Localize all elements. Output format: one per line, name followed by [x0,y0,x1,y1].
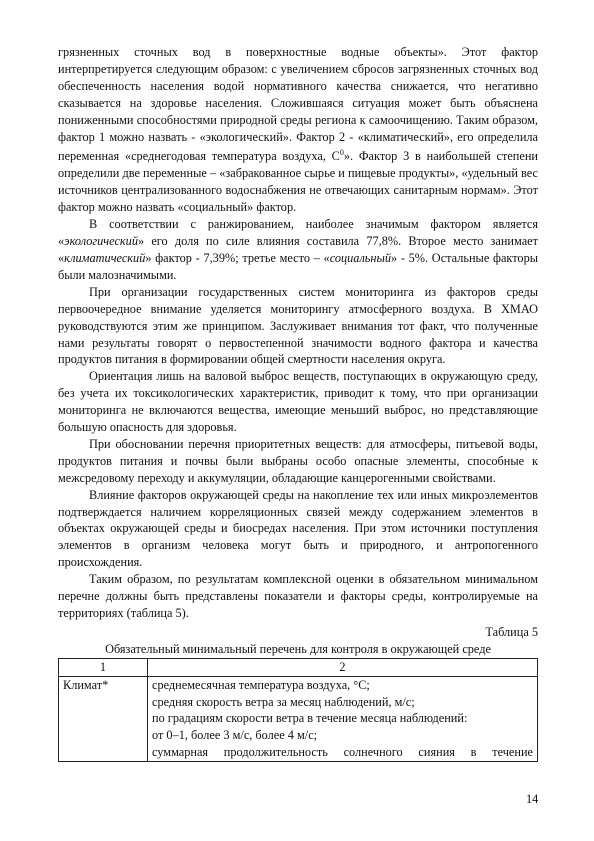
indicator-line: суммарная продолжительность солнечного сияния в течение [152,745,533,760]
indicator-line: от 0–1, более 3 м/с, более 4 м/с; [152,728,318,743]
superscript: 0 [339,148,344,158]
table-row [59,676,538,762]
paragraph [58,571,538,622]
text-run: При организации государственных систем мониторинга из факторов среды первоочередное внимание уделяется мониторингу атмосферного воздуха. В ХМАО руководствуются этим же принципом. Заслуживает внимания тот факт, что полученные нами результаты говорят о первостепенной значимости водного фактора и качества продуктов питания в формировании общей смертности населения округа. [58,284,538,367]
emphasis-text: климатический [64,250,146,265]
text-run: В соответствии с ранжированием, наиболее значимым фактором является « [58,217,538,249]
emphasis-text: социальный [329,250,391,265]
page-number: 14 [526,792,539,806]
text-run: грязненных сточных вод в поверхностные водные объекты». Этот фактор интерпретируется следующим образом: с увеличением сбросов загрязненных сточных вод обеспеченность населения водой нормативного качества снижается, что негативно сказывается на здоровье населения. Сложившаяся ситуация может быть объяснена пониженными способностями природной среды региона к самоочищению. Таким образом, фактор 1 можно назвать - «экологический». Фактор 2 - «климатический», его определила переменная «среднегодовая температура воздуха, С [58,45,538,164]
text-run: При обосновании перечня приоритетных веществ: для атмосферы, питьевой воды, продуктов питания и почвы были выбраны особо опасные элементы, способные к межсредовому переходу и аккумуляции, обладающие канцерогенными свойствами. [58,436,538,485]
paragraph [58,284,538,369]
text-run: Ориентация лишь на валовой выброс веществ, поступающих в окружающую среду, без учета их токсикологических характеристик, приводит к тому, что при организации мониторинга не включаются вещества, имеющие меньший выброс, но представляющие большую опасность для здоровья. [58,369,538,435]
table-header-col1: 1 [59,658,148,676]
emphasis-text: экологический [64,234,138,249]
text-run: ». Фактор 3 в наибольшей степени определили две переменные – «забракованное сырье и пищевые продукты», «удельный вес источников централизованного водоснабжения не отвечающих санитарным нормам». Этот фактор можно назвать «социальный» фактор. [58,149,538,215]
text-run: » его доля по силе влияния составила 77,8%. Второе место занимает « [58,234,538,265]
text-run: » - 5%. Остальные факторы были малозначимыми. [58,250,538,282]
body-text [58,44,538,622]
paragraph [58,436,538,487]
paragraph [58,44,538,216]
table-header-col2: 2 [148,658,538,676]
table-title: Обязательный минимальный перечень для контроля в окружающей среде [105,641,491,656]
paragraph [58,216,538,284]
requirements-table [58,658,538,762]
indicator-line: средняя скорость ветра за месяц наблюдений, м/с; [152,694,415,709]
indicator-line: среднемесячная температура воздуха, °С; [152,677,370,692]
paragraph [58,368,538,436]
text-run: Влияние факторов окружающей среды на накопление тех или иных микроэлементов подтверждается наличием корреляционных связей между содержанием элементов в объектах окружающей среды и биосредах населения. При этом источники поступления элементов в организм человека могут быть и природного, и антропогенного происхождения. [58,487,538,570]
table-cell-indicators [148,676,538,762]
text-run: » фактор - 7,39%; третье место – « [145,250,330,265]
table-header-row [59,658,538,676]
indicator-line: по градациям скорости ветра в течение месяца наблюдений: [152,711,468,726]
table-cell-category: Климат* [59,676,148,762]
paragraph [58,487,538,572]
table-number: Таблица 5 [485,624,538,639]
document-page [58,44,538,762]
text-run: Таким образом, по результатам комплексной оценки в обязательном минимальном перечне должны быть представлены показатели и факторы среды, контролируемые на территориях (таблица 5). [58,572,538,620]
